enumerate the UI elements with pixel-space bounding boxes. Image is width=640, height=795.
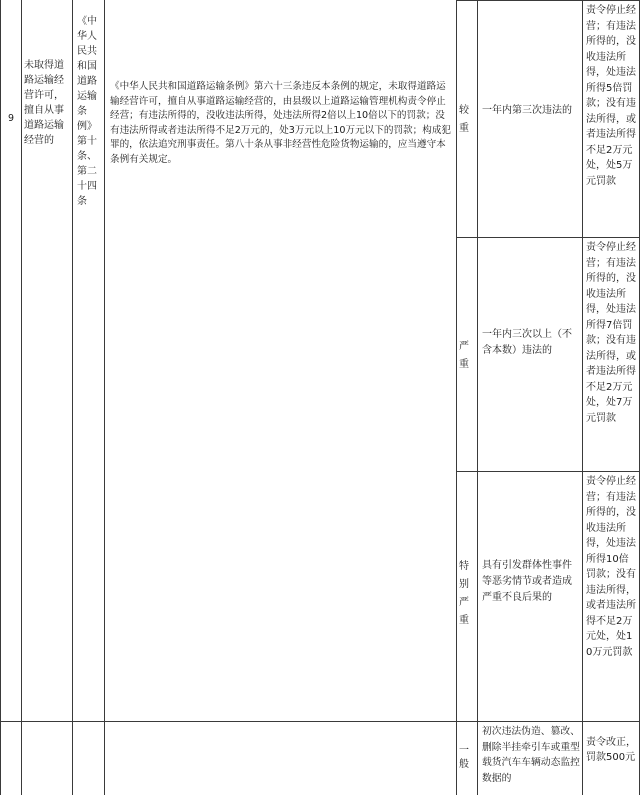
circumstance-cell: 具有引发群体性事件等恶劣情节或者造成严重不良后果的 — [482, 560, 572, 603]
violation-cell: 未取得道路运输经营许可，擅自从事道路运输经营的 — [24, 60, 64, 146]
row-border — [456, 471, 640, 472]
penalty-standard-cell: 责令停止经营；有违法所得的，没收违法所得，处违法所得10倍罚款；没有违法所得，或者违法所得不足2万元处，处10万元罚款 — [586, 476, 636, 658]
penalty-provision-cell: 《中华人民共和国道路运输条例》第六十三条违反本条例的规定，未取得道路运输经营许可，擅自从事道路运输经营的，由县级以上道路运输管理机构责令停止经营；有违法所得的，没收违法所得，处违法所得2倍以上10倍以下的罚款；没有违法所得或者违法所得不足2万元的，处3万元以上10万元以下的罚款；构成犯罪的，依法追究刑事责任。第八十条从事非经营性危险货物运输的，应当遵守本条例有关规定。 — [110, 81, 452, 165]
circumstance-cell: 一年内三次以上（不含本数）违法的 — [482, 329, 572, 356]
penalty-standard-cell: 责令停止经营；有违法所得的，没收违法所得，处违法所得5倍罚款；没有违法所得，或者违法所得不足2万元处，处5万元罚款 — [586, 5, 636, 187]
circumstance-cell: 初次违法伪造、篡改、删除半挂牵引车或重型载货汽车车辆动态监控数据的 — [482, 726, 580, 784]
circumstance-cell: 一年内第三次违法的 — [482, 105, 572, 116]
degree-cell: 较重 — [459, 105, 469, 134]
col-border — [582, 0, 583, 795]
penalty-standard-cell: 责令改正，罚款500元 — [586, 737, 636, 763]
col-border — [456, 0, 457, 795]
legal-basis-cell: 《中华人民共和国道路运输条例》第十条、第二十四条 — [77, 16, 97, 207]
degree-cell: 严重 — [459, 341, 469, 370]
row-border — [456, 0, 640, 1]
col-border — [0, 0, 1, 795]
col-border — [72, 0, 73, 795]
row-number: 9 — [7, 113, 15, 124]
penalty-standard-cell: 责令停止经营；有违法所得的，没收违法所得，处违法所得7倍罚款；没有违法所得，或者违法所得不足2万元处，处7万元罚款 — [586, 242, 636, 424]
degree-cell: 特别严重 — [459, 561, 469, 626]
col-border — [104, 0, 105, 795]
row-border — [0, 721, 640, 722]
col-border — [21, 0, 22, 795]
degree-cell: 一般 — [459, 745, 469, 770]
col-border — [477, 0, 478, 795]
row-border — [456, 237, 640, 238]
